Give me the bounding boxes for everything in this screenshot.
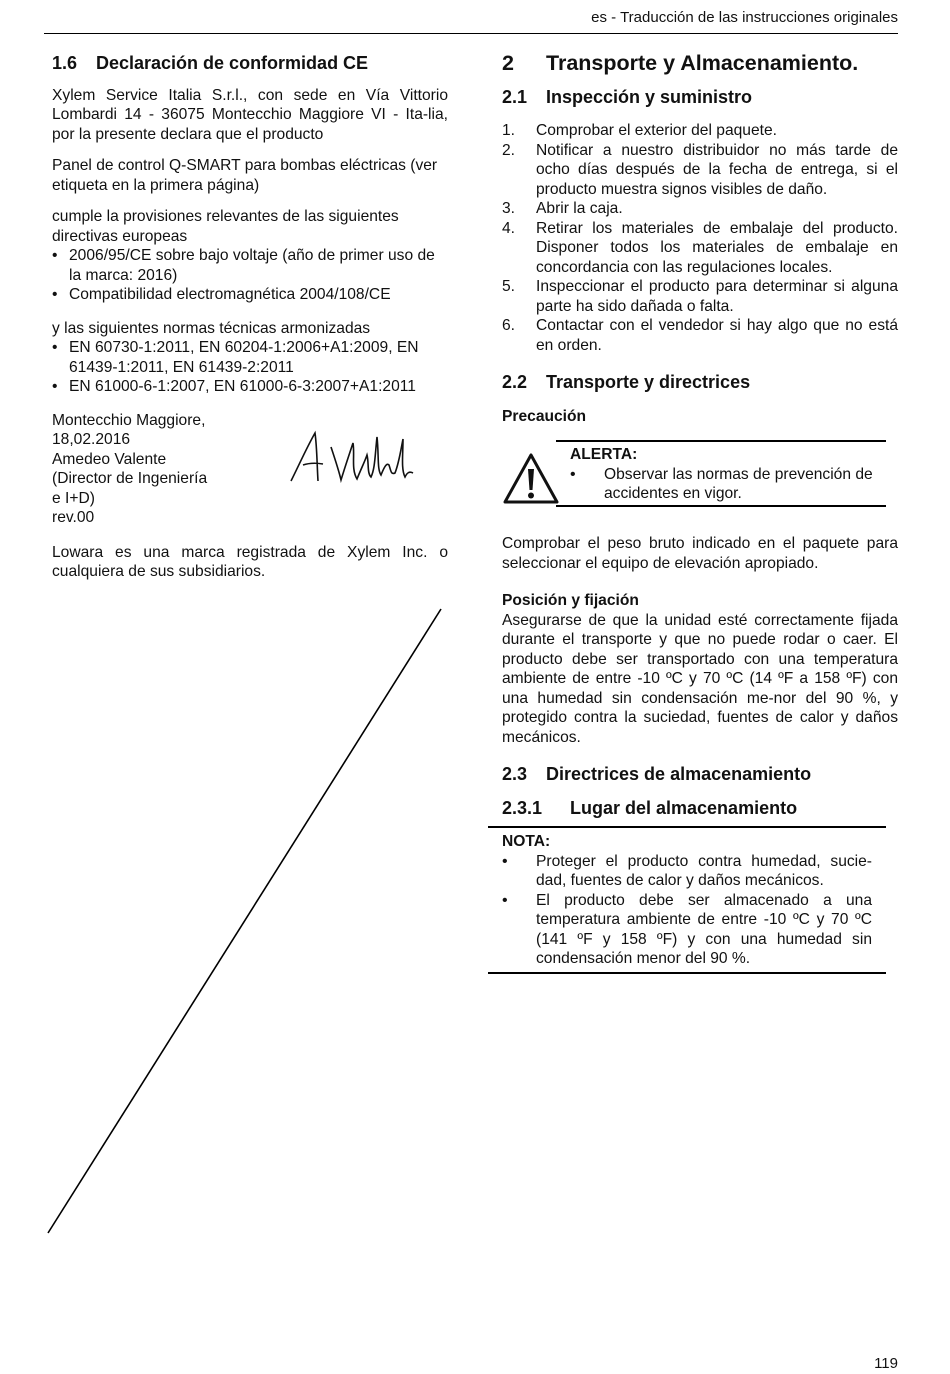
list-item: • Proteger el producto contra humedad, sucie-dad, fuentes de calor y daños mecánicos. [502,852,872,891]
step-number: 4. [502,219,516,237]
list-item: • Observar las normas de prevención de accidentes en vigor. [570,465,886,504]
position-fixing-text: Asegurarse de que la unidad esté correctamente fijada durante el transporte y que no puede rodar o caer. El producto debe ser transportado con una temperatura ambiente de entre -10 ºC y 70 ºC (14 ºF a 158 ºF) con una humedad sin condensación me-nor del 90 %, y protegido contra la suciedad, fuentes de calor y daños mecánicos. [502,611,898,746]
step-text: Contactar con el vendedor si hay algo que no está en orden. [536,317,898,354]
step-number: 6. [502,317,516,334]
right-column [502,52,898,974]
signature-place: Montecchio Maggiore, [52,411,206,429]
list-item [502,316,898,355]
section-heading-2-3-1 [502,799,898,819]
section-number: 2.3.1 [502,797,543,818]
running-header: es - Traducción de las instrucciones originales [591,9,898,26]
caution-label: Precaución [502,407,587,425]
signatory-role: (Director de Ingeniería [52,470,208,487]
section-number: 2.3 [502,764,528,784]
step-text: Abrir la caja. [536,200,623,217]
section-heading-2-2 [502,373,898,393]
list-item [502,199,898,219]
note-title: NOTA: [502,833,551,850]
alert-box [502,440,898,512]
signature-date: 18,02.2016 [52,431,131,448]
position-fixing-title: Posición y fijación [502,592,639,609]
declaration-intro: Xylem Service Italia S.r.l., con sede en Vía Vittorio Lombardi 14 - 36075 Montecchio Maggiore VI - Ita-lia, por la presente declara que el producto [52,86,448,143]
step-text: Retirar los materiales de embalaje del producto. Disponer todos los materiales de embalaje en concordancia con las regulaciones locales. [536,219,898,276]
list-item [502,219,898,278]
diagonal-line [48,609,441,1233]
section-heading-2-1 [502,88,898,108]
weight-check-text: Comprobar el peso bruto indicado en el paquete para seleccionar el equipo de elevación apropiado. [502,535,898,572]
list-item: • EN 60730-1:2011, EN 60204-1:2006+A1:2009, EN 61439-1:2011, EN 61439-2:2011 [52,338,448,377]
norms-intro: y las siguientes normas técnicas armonizadas [52,319,371,337]
step-number: 3. [502,200,516,217]
page-number: 119 [874,1355,898,1372]
list-item: • El producto debe ser almacenado a una temperatura ambiente de entre -10 ºC y 70 ºC (141 ºF y 158 ºF) y con una humedad sin condensación menor del 90 %. [502,891,872,969]
warning-triangle-icon [502,452,560,506]
product-description: Panel de control Q-SMART para bombas eléctricas (ver etiqueta en la primera página) [52,157,438,194]
step-text: Notificar a nuestro distribuidor no más tarde de ocho días después de la fecha de entrega, si el producto muestra signos visibles de daño. [536,141,898,198]
step-text: Comprobar el exterior del paquete. [536,122,777,139]
inspection-steps [502,121,898,355]
alert-list [570,465,886,504]
list-item: • Compatibilidad electromagnética 2004/108/CE [52,285,448,305]
list-item [502,141,898,200]
section-number: 2.2 [502,372,528,392]
trademark-note: Lowara es una marca registrada de Xylem Inc. o cualquiera de sus subsidiarios. [52,543,448,580]
step-number: 1. [502,122,516,139]
note-box [488,826,886,974]
step-text: Inspeccionar el producto para determinar si alguna parte ha sido dañada o falta. [536,278,898,315]
alert-title: ALERTA: [570,446,638,463]
alert-body [556,440,886,507]
section-heading-2 [502,51,898,75]
section-number: 2 [502,51,514,75]
step-number: 2. [502,141,516,159]
section-title: Declaración de conformidad CE [96,53,369,73]
directives-intro: cumple la provisiones relevantes de las siguientes directivas europeas [52,208,399,245]
list-item: • 2006/95/CE sobre bajo voltaje (año de primer uso de la marca: 2016) [52,246,448,285]
section-number: 1.6 [52,53,78,73]
list-item [502,277,898,316]
section-title: Inspección y suministro [546,86,753,107]
section-title: Transporte y Almacenamiento. [546,51,859,75]
revision: rev.00 [52,509,95,526]
note-list [502,852,872,969]
section-number: 2.1 [502,86,528,107]
section-title: Lugar del almacenamiento [570,797,798,818]
section-title: Directrices de almacenamiento [546,764,812,784]
section-heading-2-3 [502,765,898,785]
list-item: • EN 61000-6-1:2007, EN 61000-6-3:2007+A1:2011 [52,377,448,397]
step-number: 5. [502,278,516,295]
list-item [502,121,898,141]
signatory-name: Amedeo Valente [52,450,167,468]
signatory-role-cont: e I+D) [52,489,95,507]
section-title: Transporte y directrices [546,372,751,392]
